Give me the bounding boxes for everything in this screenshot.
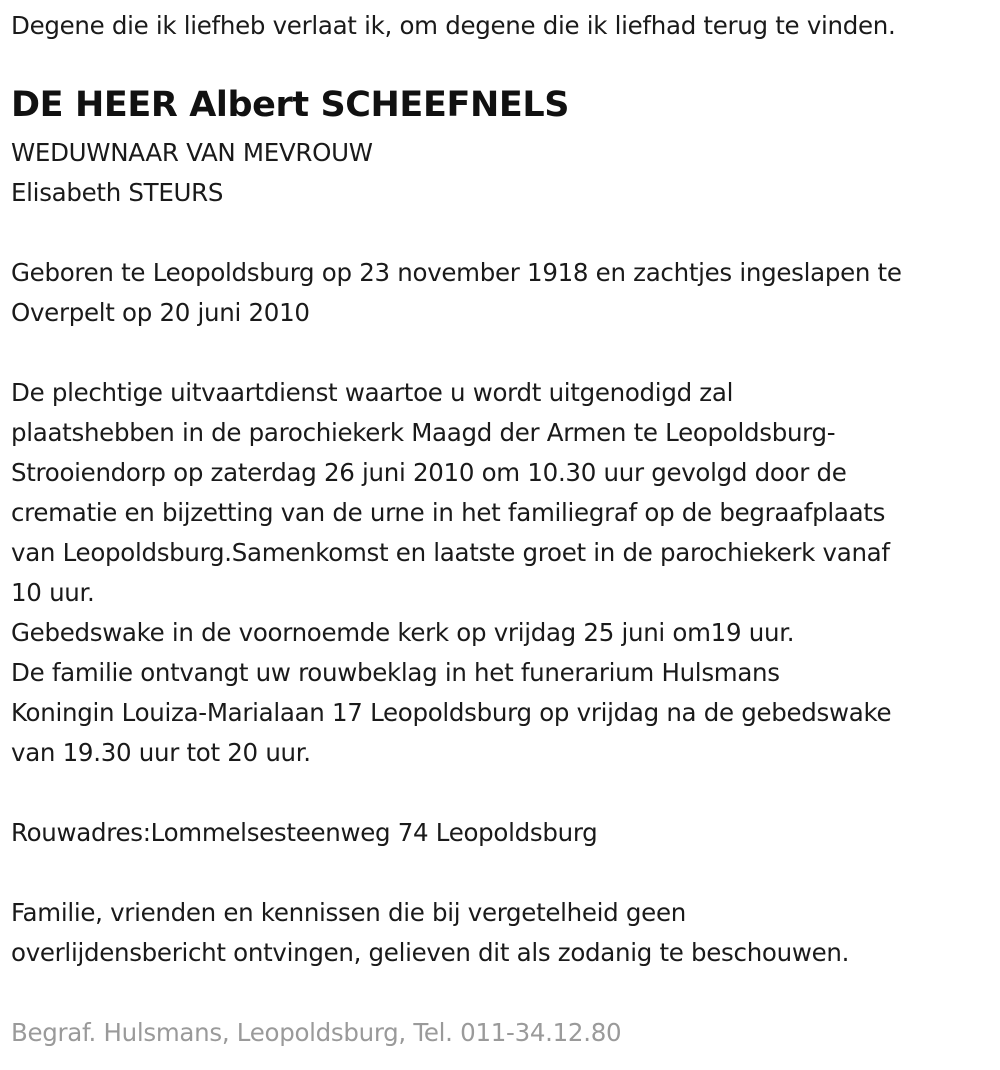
paragraph-line: Overpelt op 20 juni 2010 xyxy=(11,298,310,327)
birth-death-paragraph xyxy=(11,253,902,333)
mourning-address xyxy=(11,813,597,853)
paragraph-line: plaatshebben in de parochiekerk Maagd der Armen te Leopoldsburg- xyxy=(11,418,836,447)
condolence-line: van 19.30 uur tot 20 uur. xyxy=(11,738,311,767)
paragraph-line: Geboren te Leopoldsburg op 23 november 1918 en zachtjes ingeslapen te xyxy=(11,258,902,287)
opening-quote: Degene die ik liefheb verlaat ik, om degene die ik liefhad terug te vinden. xyxy=(11,11,896,40)
prayer-vigil-line: Gebedswake in de voornoemde kerk op vrijdag 25 juni om19 uur. xyxy=(11,618,795,647)
paragraph-line: De plechtige uitvaartdienst waartoe u wordt uitgenodigd zal xyxy=(11,378,734,407)
undertaker-footer: Begraf. Hulsmans, Leopoldsburg, Tel. 011-34.12.80 xyxy=(11,1018,622,1047)
spouse-name: Elisabeth STEURS xyxy=(11,178,224,207)
condolence-line: Koningin Louiza-Marialaan 17 Leopoldsburg op vrijdag na de gebedswake xyxy=(11,698,892,727)
family-notice-paragraph xyxy=(11,893,849,973)
paragraph-line: crematie en bijzetting van de urne in het familiegraf op de begraafplaats xyxy=(11,498,886,527)
relation-block xyxy=(11,133,373,213)
relation-line: WEDUWNAAR VAN MEVROUW xyxy=(11,138,373,167)
condolence-line: De familie ontvangt uw rouwbeklag in het funerarium Hulsmans xyxy=(11,658,780,687)
paragraph-line: overlijdensbericht ontvingen, gelieven dit als zodanig te beschouwen. xyxy=(11,938,850,967)
paragraph-line: Familie, vrienden en kennissen die bij vergetelheid geen xyxy=(11,898,686,927)
funeral-service-paragraph xyxy=(11,373,891,773)
paragraph-line: Strooiendorp op zaterdag 26 juni 2010 om 10.30 uur gevolgd door de xyxy=(11,458,847,487)
deceased-name: DE HEER Albert SCHEEFNELS xyxy=(11,85,570,125)
mourning-address-line: Rouwadres:Lommelsesteenweg 74 Leopoldsburg xyxy=(11,818,598,847)
paragraph-line: 10 uur. xyxy=(11,578,95,607)
paragraph-line: van Leopoldsburg.Samenkomst en laatste groet in de parochiekerk vanaf xyxy=(11,538,890,567)
